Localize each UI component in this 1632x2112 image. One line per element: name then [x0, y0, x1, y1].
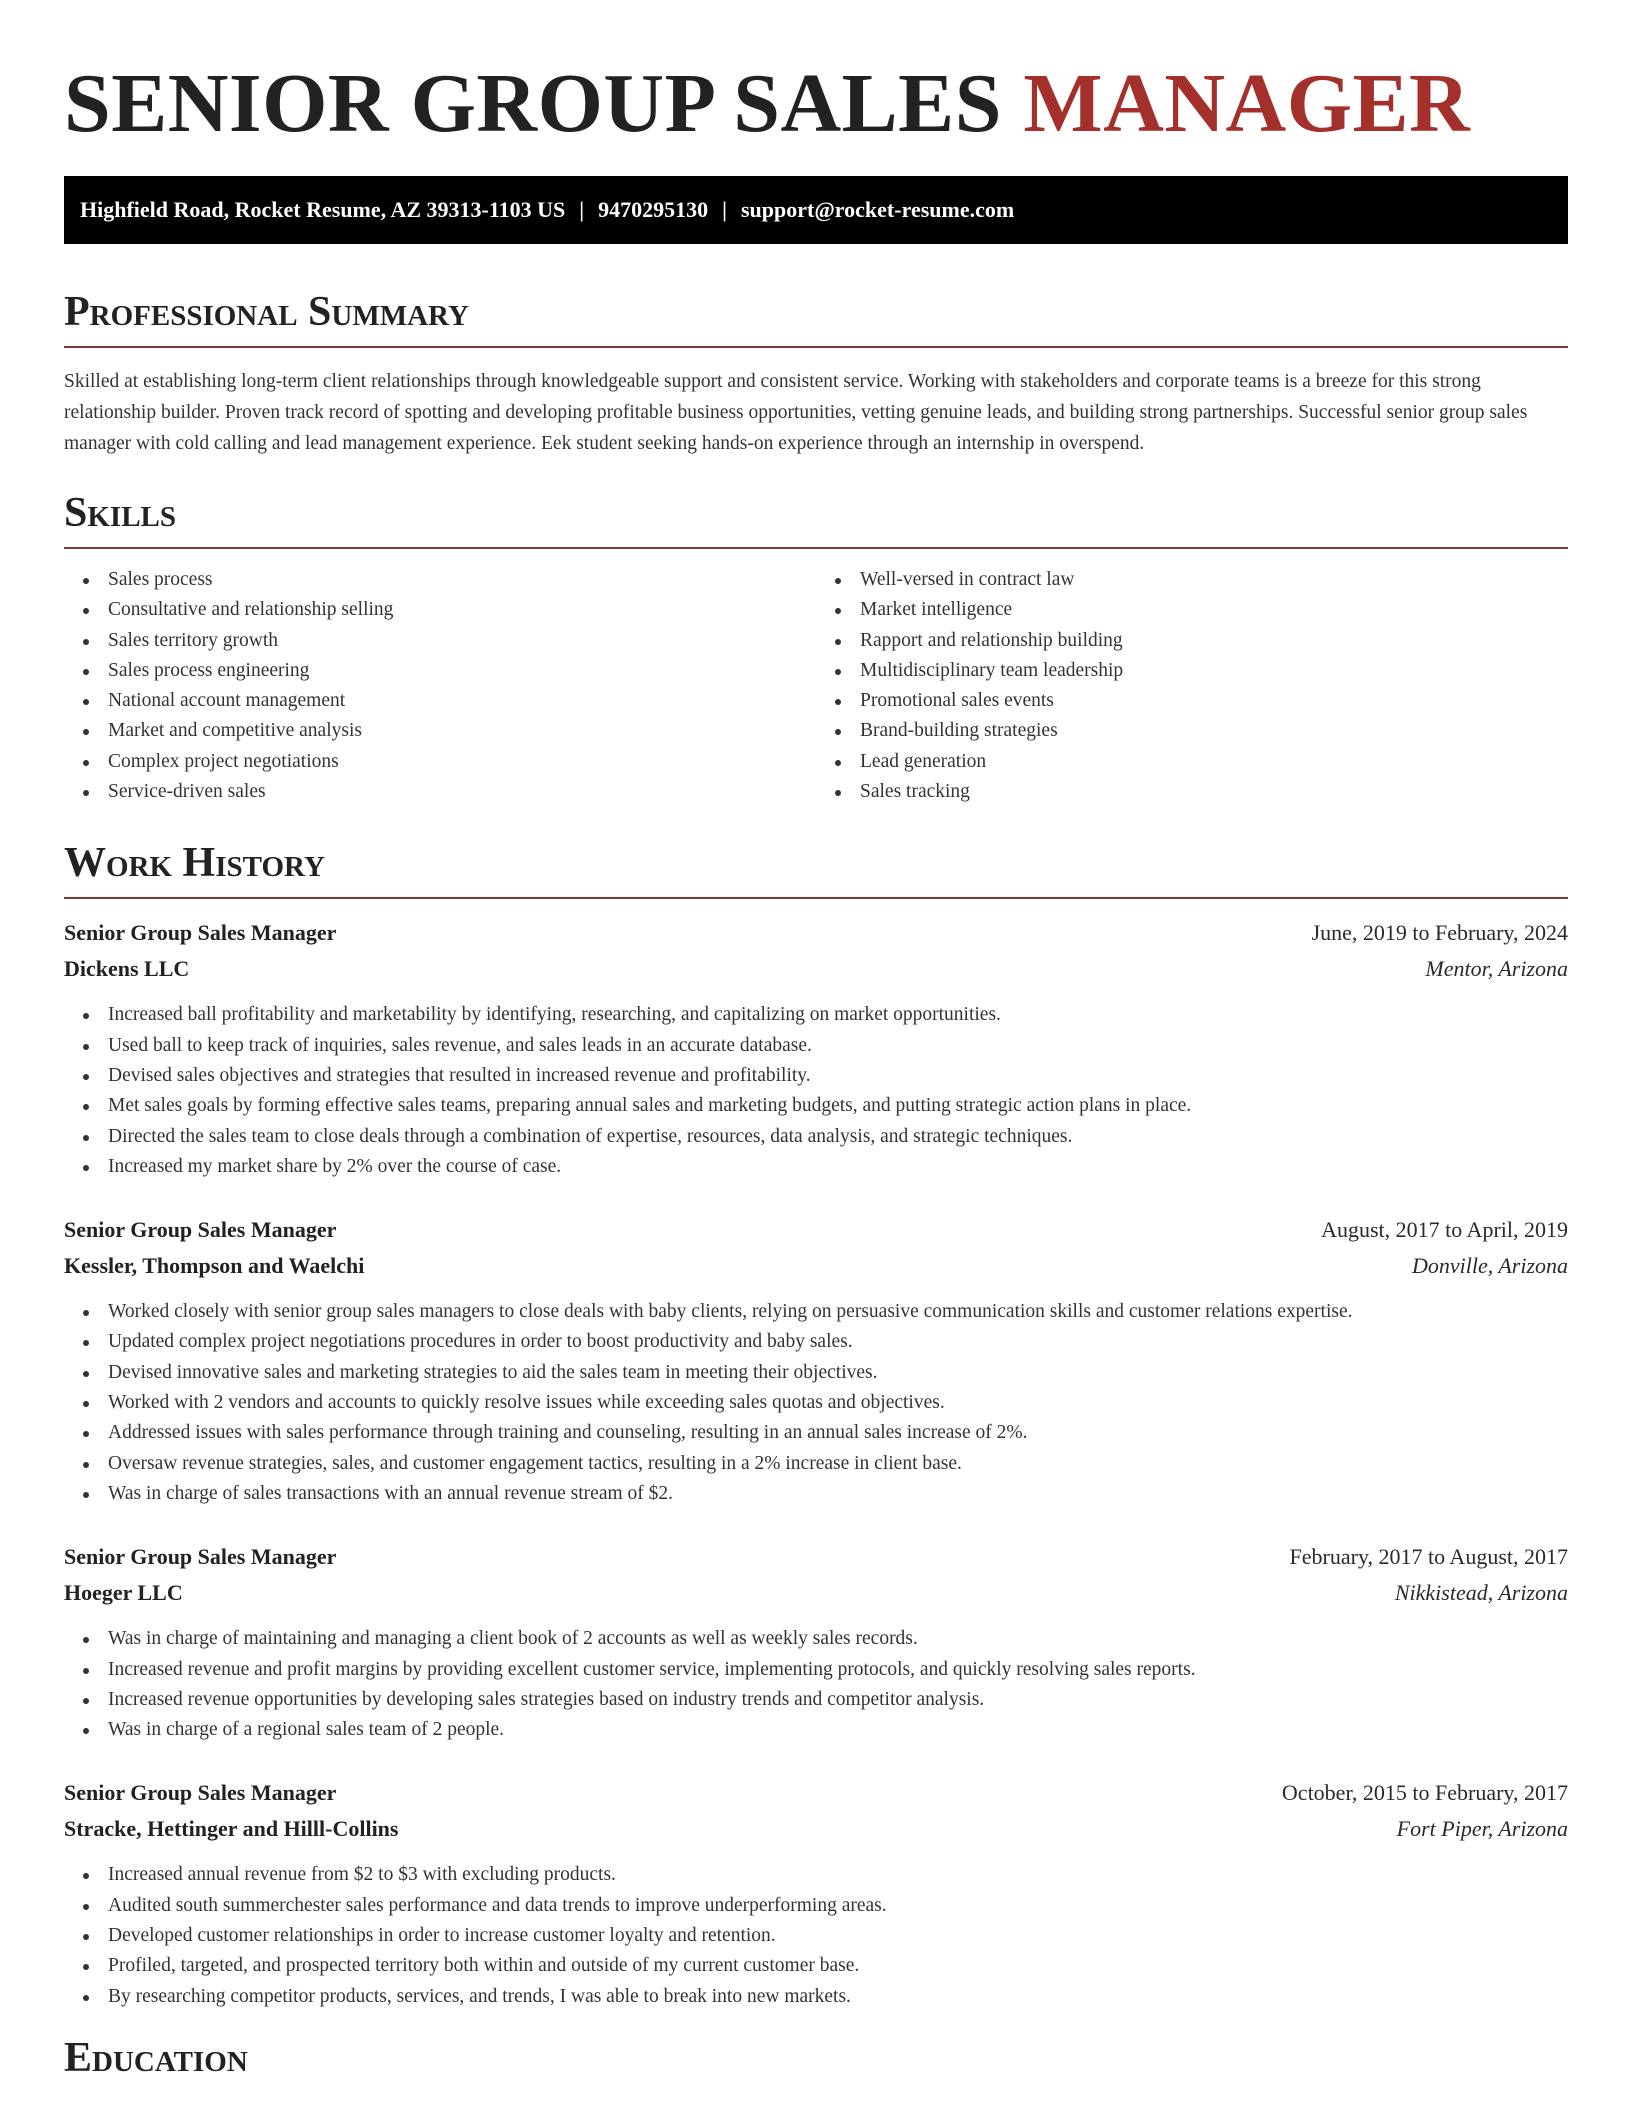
skill-item: Well-versed in contract law	[860, 565, 1568, 595]
job-entry	[64, 1539, 1568, 1745]
skill-item: Lead generation	[860, 747, 1568, 777]
job-company: Hoeger LLC	[64, 1580, 183, 1606]
job-company: Stracke, Hettinger and Hilll-Collins	[64, 1816, 399, 1842]
job-bullet: Updated complex project negotiations procedures in order to boost productivity and baby sales.	[108, 1327, 1568, 1357]
job-location: Mentor, Arizona	[1425, 956, 1568, 982]
job-title: Senior Group Sales Manager	[64, 920, 337, 946]
skill-item: Brand-building strategies	[860, 716, 1568, 746]
skill-item: Market and competitive analysis	[108, 716, 816, 746]
job-bullets	[64, 1860, 1568, 2011]
contact-separator: |	[579, 197, 585, 222]
job-bullet: Devised innovative sales and marketing strategies to aid the sales team in meeting their objectives.	[108, 1358, 1568, 1388]
skill-item: Complex project negotiations	[108, 747, 816, 777]
job-bullet: Worked closely with senior group sales managers to close deals with baby clients, relying on persuasive communication skills and customer relations expertise.	[108, 1297, 1568, 1327]
job-bullets	[64, 1624, 1568, 1745]
skills-grid	[64, 565, 1568, 807]
job-bullet: Was in charge of sales transactions with an annual revenue stream of $2.	[108, 1479, 1568, 1509]
job-dates: June, 2019 to February, 2024	[1311, 920, 1568, 946]
skill-item: Sales tracking	[860, 777, 1568, 807]
skills-heading: Skills	[64, 490, 177, 536]
skill-item: Sales process	[108, 565, 816, 595]
job-bullet: Increased revenue and profit margins by providing excellent customer service, implementing protocols, and quickly resolving sales reports.	[108, 1655, 1568, 1685]
job-location: Donville, Arizona	[1411, 1253, 1568, 1279]
skills-list-left	[64, 565, 816, 807]
job-bullet: Audited south summerchester sales performance and data trends to improve underperforming areas.	[108, 1891, 1568, 1921]
skills-divider	[64, 547, 1568, 549]
skill-item: Service-driven sales	[108, 777, 816, 807]
job-bullet: Developed customer relationships in order to increase customer loyalty and retention.	[108, 1921, 1568, 1951]
summary-divider	[64, 346, 1568, 348]
job-bullets	[64, 1000, 1568, 1182]
job-dates: February, 2017 to August, 2017	[1289, 1544, 1568, 1570]
job-company-row	[64, 951, 1568, 987]
job-bullet: Increased my market share by 2% over the course of case.	[108, 1152, 1568, 1182]
resume-page	[64, 0, 1568, 2084]
contact-bar	[64, 176, 1568, 244]
job-bullet: Met sales goals by forming effective sales teams, preparing annual sales and marketing budgets, and putting strategic action plans in place.	[108, 1091, 1568, 1121]
job-title: Senior Group Sales Manager	[64, 1217, 337, 1243]
job-header-row	[64, 1775, 1568, 1811]
job-bullet: Oversaw revenue strategies, sales, and customer engagement tactics, resulting in a 2% increase in client base.	[108, 1449, 1568, 1479]
skill-item: Multidisciplinary team leadership	[860, 656, 1568, 686]
job-bullet: By researching competitor products, services, and trends, I was able to break into new markets.	[108, 1982, 1568, 2012]
job-title: Senior Group Sales Manager	[64, 1780, 337, 1806]
job-bullet: Increased ball profitability and marketability by identifying, researching, and capitalizing on market opportunities.	[108, 1000, 1568, 1030]
skill-item: Consultative and relationship selling	[108, 595, 816, 625]
contact-phone[interactable]: 9470295130	[598, 197, 709, 222]
resume-name-heading	[64, 56, 1568, 152]
job-entry	[64, 1212, 1568, 1509]
work-history-divider	[64, 897, 1568, 899]
job-company: Dickens LLC	[64, 956, 190, 982]
contact-email[interactable]: support@rocket-resume.com	[740, 197, 1015, 222]
skill-item: Rapport and relationship building	[860, 626, 1568, 656]
contact-separator: |	[722, 197, 727, 222]
job-entry	[64, 1775, 1568, 2011]
job-company: Kessler, Thompson and Waelchi	[64, 1253, 365, 1279]
skill-item: Market intelligence	[860, 595, 1568, 625]
job-header-row	[64, 1539, 1568, 1575]
job-location: Nikkistead, Arizona	[1394, 1580, 1568, 1606]
summary-text: Skilled at establishing long-term client relationships through knowledgeable support and consistent service. Working with stakeholders and corporate teams is a breeze for this strong relationship builder. Proven track record of spotting and developing profitable business opportunities, vetting genuine leads, and building strong partnerships. Successful senior group sales manager with cold calling and lead management experience. Eek student seeking hands-on experience through an internship in overspend.	[64, 371, 1528, 454]
job-location: Fort Piper, Arizona	[1396, 1816, 1568, 1842]
skill-item: Sales process engineering	[108, 656, 816, 686]
name-accent: MANAGER	[1023, 57, 1471, 150]
job-bullet: Devised sales objectives and strategies that resulted in increased revenue and profitability.	[108, 1061, 1568, 1091]
job-company-row	[64, 1575, 1568, 1611]
job-bullet: Increased annual revenue from $2 to $3 with excluding products.	[108, 1860, 1568, 1890]
job-bullet: Was in charge of a regional sales team of 2 people.	[108, 1715, 1568, 1745]
job-header-row	[64, 915, 1568, 951]
job-bullet: Directed the sales team to close deals through a combination of expertise, resources, data analysis, and strategic techniques.	[108, 1122, 1568, 1152]
skills-list-right	[816, 565, 1568, 807]
job-bullet: Worked with 2 vendors and accounts to quickly resolve issues while exceeding sales quotas and objectives.	[108, 1388, 1568, 1418]
job-bullets	[64, 1297, 1568, 1509]
skill-item: Sales territory growth	[108, 626, 816, 656]
job-dates: August, 2017 to April, 2019	[1321, 1217, 1568, 1243]
job-company-row	[64, 1248, 1568, 1284]
job-bullet: Was in charge of maintaining and managing a client book of 2 accounts as well as weekly sales records.	[108, 1624, 1568, 1654]
summary-heading: Professional Summary	[64, 289, 469, 335]
job-bullet: Used ball to keep track of inquiries, sales revenue, and sales leads in an accurate database.	[108, 1031, 1568, 1061]
job-title: Senior Group Sales Manager	[64, 1544, 337, 1570]
education-heading: Education	[64, 2034, 248, 2081]
job-dates: October, 2015 to February, 2017	[1281, 1780, 1568, 1806]
work-history-heading: Work History	[64, 840, 325, 887]
name-main: SENIOR GROUP SALES	[64, 57, 1002, 150]
job-bullet: Increased revenue opportunities by developing sales strategies based on industry trends and competitor analysis.	[108, 1685, 1568, 1715]
job-bullet: Addressed issues with sales performance through training and counseling, resulting in an annual sales increase of 2%.	[108, 1418, 1568, 1448]
job-company-row	[64, 1811, 1568, 1847]
job-entry	[64, 915, 1568, 1182]
skill-item: Promotional sales events	[860, 686, 1568, 716]
job-bullet: Profiled, targeted, and prospected territory both within and outside of my current customer base.	[108, 1951, 1568, 1981]
skill-item: National account management	[108, 686, 816, 716]
job-header-row	[64, 1212, 1568, 1248]
contact-address: Highfield Road, Rocket Resume, AZ 39313-1103 US	[80, 197, 566, 222]
